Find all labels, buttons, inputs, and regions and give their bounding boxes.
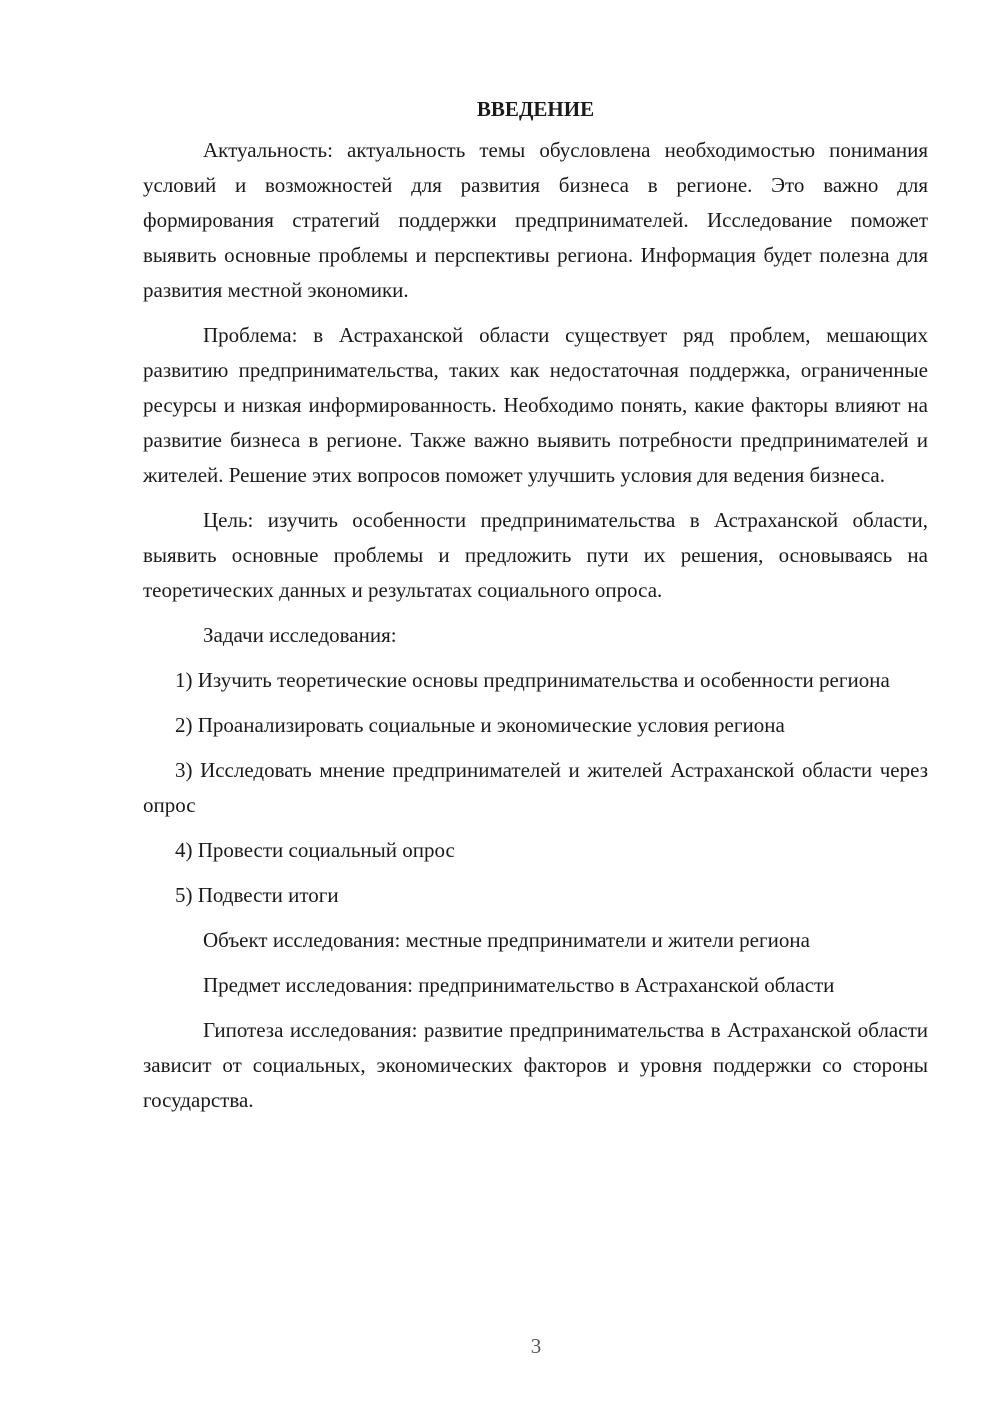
page-title: ВВЕДЕНИЕ bbox=[476, 97, 595, 121]
task-item-2: 2) Проанализировать социальные и экономические условия региона bbox=[175, 713, 785, 737]
page-content bbox=[143, 92, 928, 1128]
tasks-heading: Задачи исследования: bbox=[203, 623, 397, 647]
task-item-4: 4) Провести социальный опрос bbox=[175, 838, 455, 862]
paragraph-goal: Цель: изучить особенности предпринимательства в Астраханской области, выявить основные проблемы и предложить пути их решения, основываясь на теоретических данных и результатах социального опроса. bbox=[143, 508, 928, 602]
paragraph-hypothesis: Гипотеза исследования: развитие предпринимательства в Астраханской области зависит от социальных, экономических факторов и уровня поддержки со стороны государства. bbox=[143, 1018, 928, 1112]
task-item-5: 5) Подвести итоги bbox=[175, 883, 339, 907]
paragraph-subject: Предмет исследования: предпринимательство в Астраханской области bbox=[203, 973, 835, 997]
page-number: 3 bbox=[530, 1334, 542, 1358]
task-item-1: 1) Изучить теоретические основы предпринимательства и особенности региона bbox=[175, 668, 890, 692]
paragraph-relevance: Актуальность: актуальность темы обусловлена необходимостью понимания условий и возможностей для развития бизнеса в регионе. Это важно для формирования стратегий поддержки предпринимателей. Исследование поможет выявить основные проблемы и перспективы региона. Информация будет полезна для развития местной экономики. bbox=[143, 138, 928, 302]
paragraph-object: Объект исследования: местные предприниматели и жители региона bbox=[203, 928, 810, 952]
task-item-3: 3) Исследовать мнение предпринимателей и жителей Астраханской области через опрос bbox=[143, 758, 928, 817]
paragraph-problem: Проблема: в Астраханской области существует ряд проблем, мешающих развитию предпринимательства, таких как недостаточная поддержка, ограниченные ресурсы и низкая информированность. Необходимо понять, какие факторы влияют на развитие бизнеса в регионе. Также важно выявить потребности предпринимателей и жителей. Решение этих вопросов поможет улучшить условия для ведения бизнеса. bbox=[143, 323, 928, 487]
